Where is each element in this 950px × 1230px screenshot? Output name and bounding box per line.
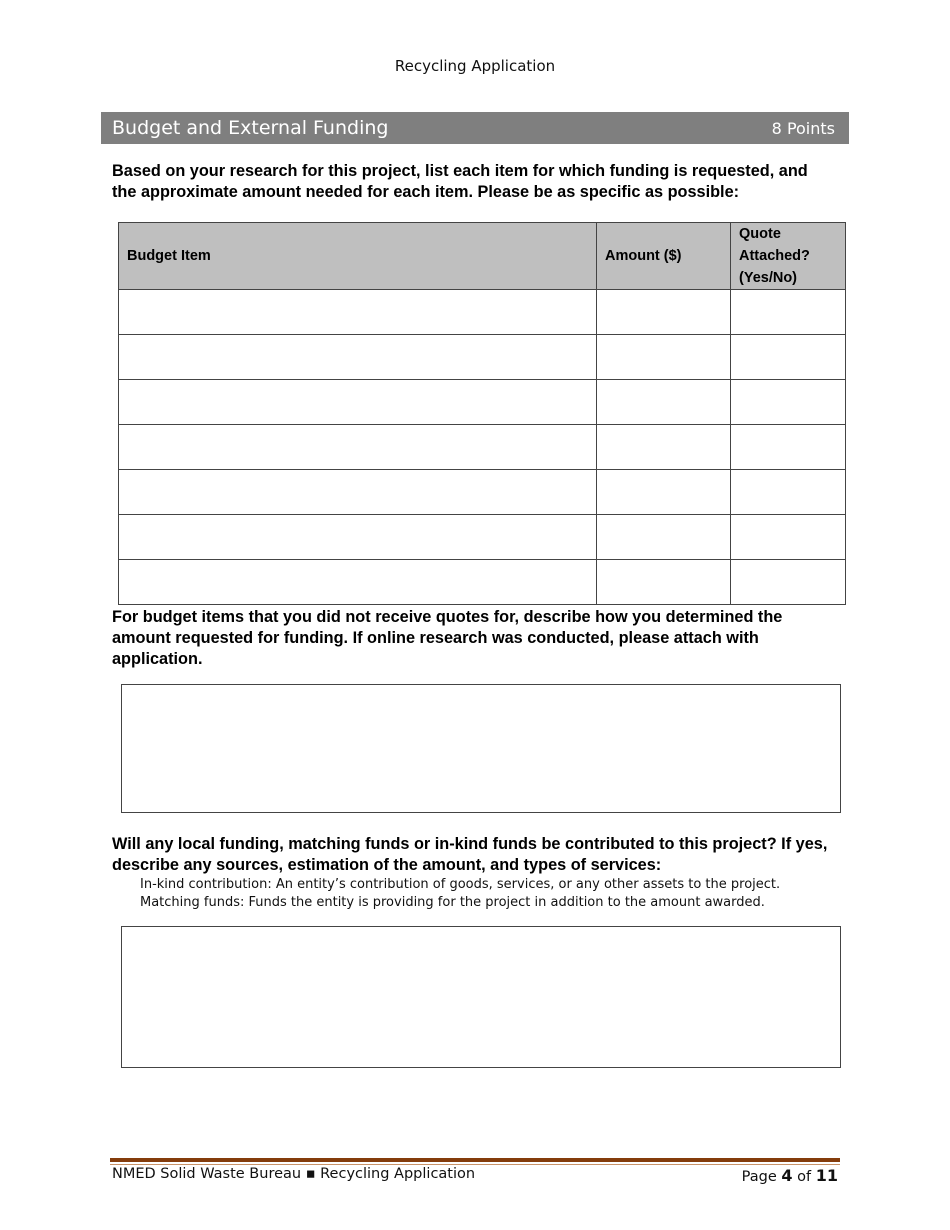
page-of: of — [797, 1169, 812, 1185]
table-row — [119, 425, 846, 470]
amount-cell[interactable] — [597, 290, 731, 335]
page-current: 4 — [781, 1166, 793, 1185]
quote-attached-cell[interactable] — [731, 335, 846, 380]
budget-item-cell[interactable] — [119, 560, 597, 605]
section-title: Budget and External Funding — [112, 117, 389, 139]
budget-table — [118, 222, 846, 605]
amount-cell[interactable] — [597, 560, 731, 605]
section-header-bar — [101, 112, 849, 144]
table-row — [119, 335, 846, 380]
quote-attached-cell[interactable] — [731, 515, 846, 560]
table-row — [119, 470, 846, 515]
running-header: Recycling Application — [394, 57, 556, 75]
budget-item-cell[interactable] — [119, 470, 597, 515]
footer-rule-thin — [110, 1164, 840, 1165]
budget-item-cell[interactable] — [119, 425, 597, 470]
page-number — [742, 1166, 838, 1185]
quote-attached-cell[interactable] — [731, 425, 846, 470]
page-label: Page — [741, 1169, 777, 1185]
budget-table-header-row — [119, 223, 846, 290]
header-budget-item: Budget Item — [119, 223, 597, 290]
budget-item-cell[interactable] — [119, 515, 597, 560]
quote-attached-cell[interactable] — [731, 560, 846, 605]
budget-item-cell[interactable] — [119, 335, 597, 380]
table-row — [119, 560, 846, 605]
header-amount: Amount ($) — [597, 223, 731, 290]
amount-cell[interactable] — [597, 425, 731, 470]
funding-definitions — [140, 876, 780, 911]
local-funding-answer-box[interactable] — [121, 926, 841, 1068]
section-points: 8 Points — [771, 118, 835, 138]
amount-cell[interactable] — [597, 515, 731, 560]
header-quote-attached: Quote Attached? (Yes/No) — [731, 223, 846, 290]
local-funding-question: Will any local funding, matching funds or in-kind funds be contributed to this project? If yes, describe any sources, estimation of the amount, and types of services: — [112, 835, 828, 874]
quote-attached-cell[interactable] — [731, 380, 846, 425]
budget-question: Based on your research for this project, list each item for which funding is requested, and the approximate amount needed for each item. Please be as specific as possible: — [112, 162, 808, 201]
page-total: 11 — [815, 1166, 838, 1185]
in-kind-definition: In-kind contribution: An entity’s contribution of goods, services, or any other assets to the project. — [140, 877, 781, 892]
quote-attached-cell[interactable] — [731, 470, 846, 515]
amount-cell[interactable] — [597, 380, 731, 425]
table-row — [119, 380, 846, 425]
amount-cell[interactable] — [597, 470, 731, 515]
amount-cell[interactable] — [597, 335, 731, 380]
budget-item-cell[interactable] — [119, 290, 597, 335]
matching-funds-definition: Matching funds: Funds the entity is providing for the project in addition to the amount awarded. — [140, 894, 765, 910]
table-row — [119, 515, 846, 560]
budget-item-cell[interactable] — [119, 380, 597, 425]
quote-attached-cell[interactable] — [731, 290, 846, 335]
footer-org: NMED Solid Waste Bureau ▪ Recycling Application — [112, 1166, 476, 1182]
table-row — [119, 290, 846, 335]
quote-method-question: For budget items that you did not receive quotes for, describe how you determined the amount requested for funding. If online research was conducted, please attach with application. — [112, 608, 783, 668]
quote-method-answer-box[interactable] — [121, 684, 841, 813]
footer-rule — [110, 1158, 840, 1162]
